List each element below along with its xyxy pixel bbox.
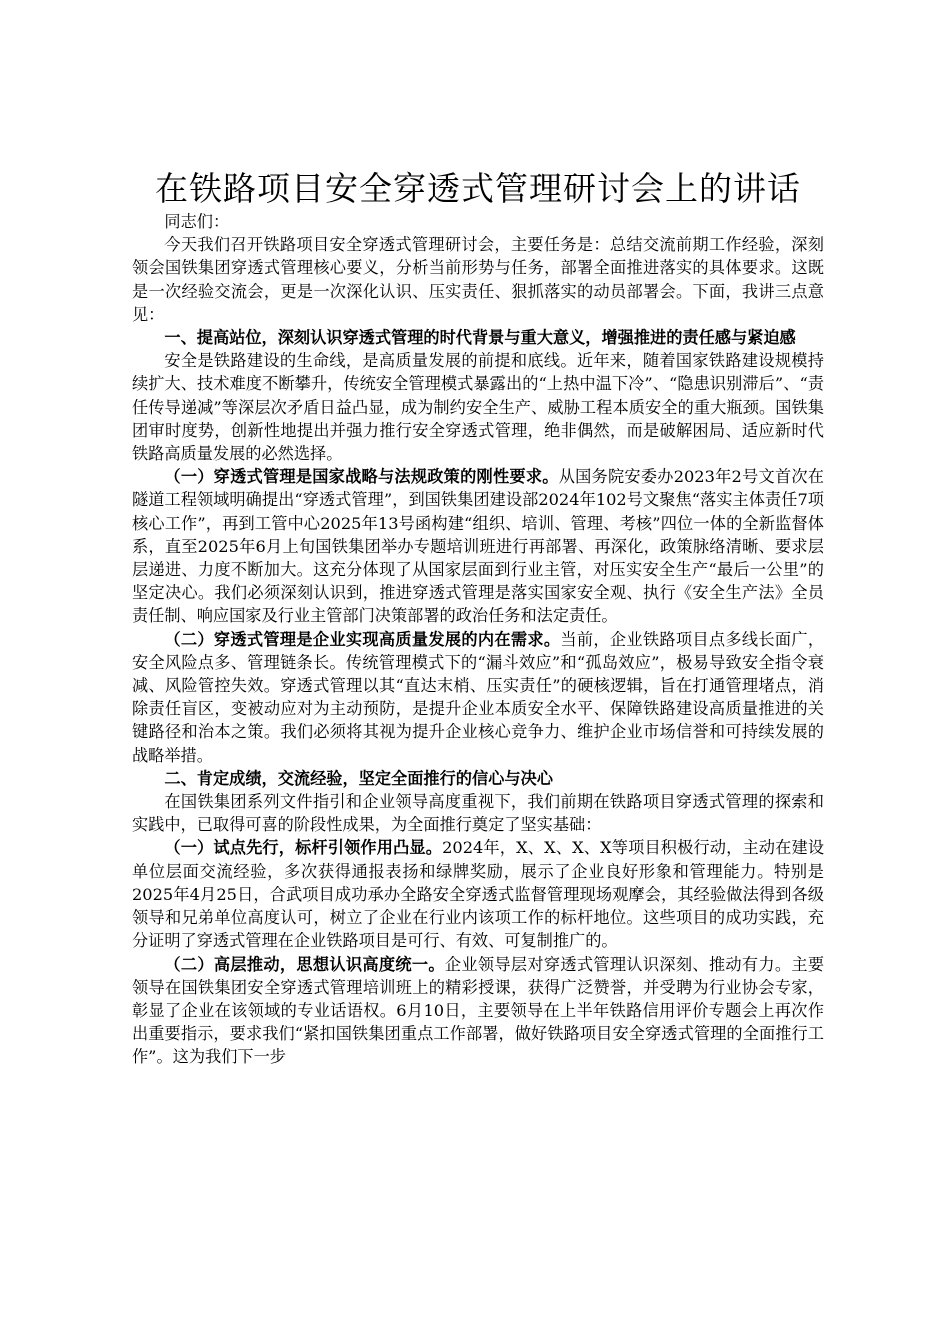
point-1-2-lead: （二）穿透式管理是企业实现高质量发展的内在需求。 [164,629,561,649]
section-2-heading: 二、肯定成绩，交流经验，坚定全面推行的信心与决心 [164,768,553,788]
point-2-1-body: 2024年，X、X、X、X等项目积极行动，主动在建设单位层面交流经验，多次获得通报表扬和绿牌奖励，展示了企业良好形象和管理能力。特别是2025年4月25日，合武项目成功承办全路安全穿透式监督管理现场观摩会，其经验做法得到各级领导和兄弟单位高度认可，树立了企业在行业内该项工作的标杆地位。这些项目的成功实践，充分证明了穿透式管理在企业铁路项目是可行、有效、可复制推广的。 [132,838,825,951]
point-2-1-lead: （一）试点先行，标杆引领作用凸显。 [164,838,443,858]
point-1-1-lead: （一）穿透式管理是国家战略与法规政策的刚性要求。 [164,467,559,487]
section-1-heading: 一、提高站位，深刻认识穿透式管理的时代背景与重大意义，增强推进的责任感与紧迫感 [164,328,796,348]
intro-paragraph: 今天我们召开铁路项目安全穿透式管理研讨会，主要任务是：总结交流前期工作经验，深刻领会国铁集团穿透式管理核心要义，分析当前形势与任务，部署全面推进落实的具体要求。这既是一次经验交流会，更是一次深化认识、压实责任、狠抓落实的动员部署会。下面，我讲三点意见： [132,235,824,324]
document-page [132,168,824,1069]
point-2-2-paragraph [132,953,824,1069]
section-1-paragraph: 安全是铁路建设的生命线，是高质量发展的前提和底线。近年来，随着国家铁路建设规模持续扩大、技术难度不断攀升，传统安全管理模式暴露出的“上热中温下冷”、“隐患识别滞后”、“责任传导递减”等深层次矛盾日益凸显，成为制约安全生产、威胁工程本质安全的重大瓶颈。国铁集团审时度势，创新性地提出并强力推行安全穿透式管理，绝非偶然，而是破解困局、适应新时代铁路高质量发展的必然选择。 [132,351,824,464]
point-1-1-paragraph [132,465,824,627]
point-1-2-body: 当前，企业铁路项目点多线长面广，安全风险点多、管理链条长。传统管理模式下的“漏斗效应”和“孤岛效应”，极易导致安全指令衰减、风险管控失效。穿透式管理以其“直达末梢、压实责任”的硬核逻辑，旨在打通管理堵点，消除责任盲区，变被动应对为主动预防，是提升企业本质安全水平、保障铁路建设高质量推进的关键路径和治本之策。我们必须将其视为提升企业核心竞争力、维护企业市场信誉和可持续发展的战略举措。 [132,629,825,765]
document-title: 在铁路项目安全穿透式管理研讨会上的讲话 [155,169,801,208]
point-1-2-paragraph [132,628,824,767]
point-1-1-body: 从国务院安委办2023年2号文首次在隧道工程领域明确提出“穿透式管理”，到国铁集团建设部2024年102号文聚焦“落实主体责任7项核心工作”，再到工管中心2025年13号函构建“组织、培训、管理、考核”四位一体的全新监督体系，直至2025年6月上旬国铁集团举办专题培训班进行再部署、再深化，政策脉络清晰、要求层层递进、力度不断加大。这充分体现了从国家层面到行业主管，对压实安全生产“最后一公里”的坚定决心。我们必须深刻认识到，推进穿透式管理是落实国家安全观、执行《安全生产法》全员责任制、响应国家及行业主管部门决策部署的政治任务和法定责任。 [132,467,824,626]
point-2-2-lead: （二）高层推动，思想认识高度统一。 [164,954,445,974]
point-2-2-body: 企业领导层对穿透式管理认识深刻、推动有力。主要领导在国铁集团安全穿透式管理培训班上的精彩授课，获得广泛赞誉，并受聘为行业协会专家，彰显了企业在该领域的专业话语权。6月10日，主要领导在上半年铁路信用评价专题会上再次作出重要指示，要求我们“紧扣国铁集团重点工作部署，做好铁路项目安全穿透式管理的全面推行工作”。这为我们下一步 [132,954,825,1067]
section-2-paragraph: 在国铁集团系列文件指引和企业领导高度重视下，我们前期在铁路项目穿透式管理的探索和实践中，已取得可喜的阶段性成果，为全面推行奠定了坚实基础： [132,792,824,835]
salutation: 同志们： [164,212,230,231]
point-2-1-paragraph [132,836,824,952]
